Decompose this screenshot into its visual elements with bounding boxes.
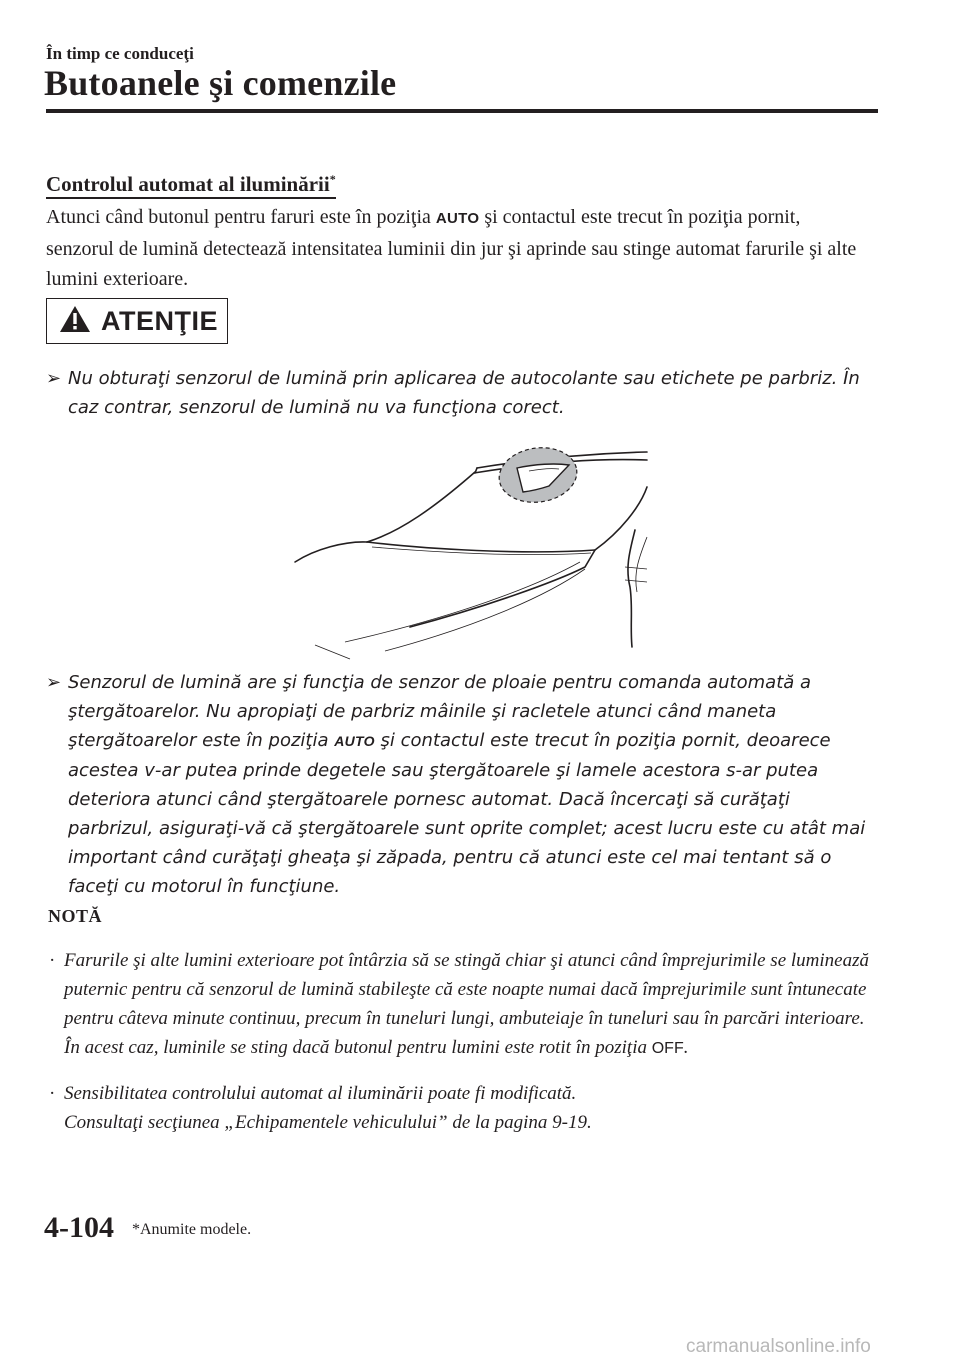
note-heading: NOTĂ [48, 906, 103, 926]
note-item-1: · Farurile şi alte lumini exterioare pot întârzia să se stingă chiar şi atunci când împrejurimile se luminează puternic pentru că senzorul de lumină stabileşte că este noapte numai dacă împrejurimile sunt întunecate pentru câteva minute continuu, precum în tuneluri lungi, ambuteiaje în tuneluri sau în parcări interioare. În acest caz, luminile se sting dacă butonul pentru lumini este rotit în poziţia OFF. [46, 946, 880, 1063]
subheading: Controlul automat al iluminării* [46, 167, 336, 199]
windshield-illustration [285, 437, 655, 665]
auto-position-label: AUTO [334, 733, 375, 749]
section-label: În timp ce conduceţi [46, 44, 194, 63]
caution-item-2: ➢ Senzorul de lumină are şi funcţia de senzor de ploaie pentru comanda automată a ştergătoarelor. Nu apropiaţi de parbriz mâinile şi racletele atunci când maneta ştergătoarelor este în poziţia AUTO şi contactul este trecut în poziţia pornit, deoarece acestea v-ar putea prinde degetele sau ştergătoarele şi lamele acestora s-ar putea deteriora atunci când ştergătoarele pornesc automat. Dacă încercaţi să curăţaţi parbrizul, asiguraţi-vă că ştergătoarele sunt oprite complet; acest lucru este cu atât mai important când curăţaţi gheaţa şi zăpada, pentru că atunci este cel mai tentant să o faceţi cu motorul în funcţiune. [46, 668, 880, 901]
intro-paragraph: Atunci când butonul pentru faruri este în poziţia AUTO şi contactul este trecut în poziţia pornit, senzorul de lumină detectează intensitatea luminii din jur şi aprinde sau stinge automat farurile şi alte lumini exterioare. [46, 206, 857, 290]
model-asterisk: * [329, 172, 336, 186]
off-position-label: OFF [651, 1040, 684, 1057]
caution-label: ATENŢIE [101, 305, 218, 336]
note-item-2: · Sensibilitatea controlului automat al iluminării poate fi modificată. Consultaţi secţiunea „Echipamentele vehiculului” de la pagina 9-19. [46, 1079, 880, 1137]
caution-item-1: ➢ Nu obturaţi senzorul de lumină prin aplicarea de autocolante sau etichete pe parbriz. În caz contrar, senzorul de lumină nu va funcţiona corect. [46, 364, 880, 422]
page-title: Butoanele şi comenzile [44, 63, 397, 103]
page-number: 4-104 [44, 1211, 114, 1244]
arrow-bullet-icon: ➢ [46, 368, 62, 389]
warning-triangle-icon [59, 305, 91, 338]
dot-bullet-icon: · [49, 950, 56, 971]
auto-position-label: AUTO [435, 210, 480, 227]
arrow-bullet-icon: ➢ [46, 672, 62, 693]
caution-box [46, 298, 228, 344]
watermark: carmanualsonline.info [686, 1336, 871, 1357]
dot-bullet-icon: · [49, 1083, 56, 1104]
title-divider [46, 109, 878, 113]
footnote: *Anumite modele. [132, 1221, 252, 1238]
